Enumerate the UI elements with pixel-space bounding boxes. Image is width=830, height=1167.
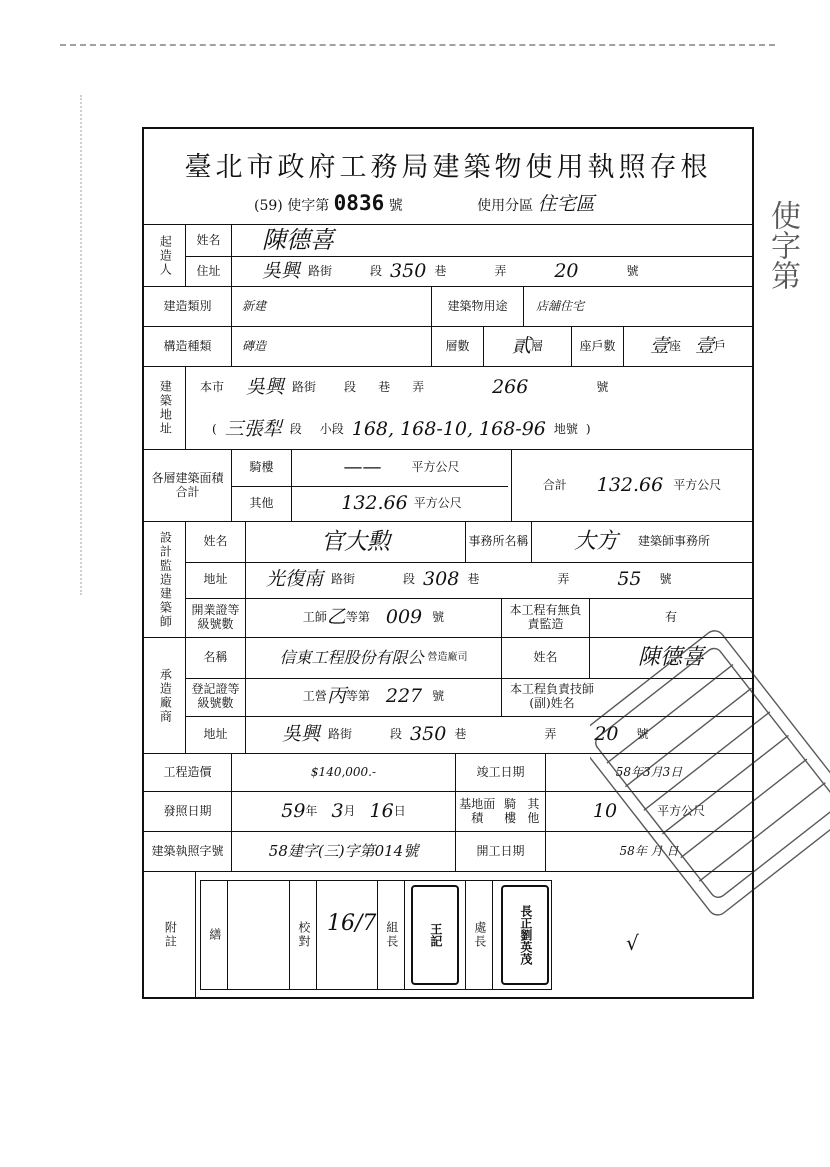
applicant-lane-unit: 巷 bbox=[434, 263, 447, 278]
seal2-text: 長正劉英茂 bbox=[518, 905, 533, 965]
site-line1 bbox=[186, 367, 752, 409]
category-label: 建造類別 bbox=[144, 287, 232, 326]
contractor-reg-prefix: 工營 bbox=[302, 689, 327, 704]
category-value: 新建 bbox=[232, 287, 432, 326]
architect-address bbox=[246, 562, 752, 598]
units-unit2: 戶 bbox=[714, 338, 727, 353]
start-value: 58年 月 日 bbox=[619, 843, 679, 858]
contractor-reg-label: 登記證等級號數 bbox=[186, 678, 246, 716]
applicant-name-label: 姓名 bbox=[186, 225, 232, 256]
area-total-value: 132.66 bbox=[596, 473, 664, 496]
contractor-reg-grade: 丙 bbox=[326, 685, 346, 708]
contractor-section-unit: 段 bbox=[390, 727, 403, 742]
contractor-address-label: 地址 bbox=[186, 716, 246, 754]
units-label: 座戶數 bbox=[572, 327, 624, 366]
architect-no-unit: 號 bbox=[659, 572, 672, 587]
form-title: 臺北市政府工務局建築物使用執照存根 bbox=[184, 152, 712, 183]
construct-permit-value: 58建字(三)字第014號 bbox=[232, 832, 456, 871]
permit-prefix: 使字第 bbox=[287, 198, 330, 214]
area-other-label: 其他 bbox=[232, 486, 292, 522]
contractor-name-cell bbox=[246, 638, 502, 678]
use-label: 建築物用途 bbox=[432, 287, 524, 326]
architect-license-prefix: 工師 bbox=[302, 610, 327, 625]
category-row bbox=[144, 286, 752, 326]
handwritten-date: 16/7 bbox=[327, 911, 377, 936]
contractor-group-label: 承造廠商 bbox=[144, 638, 186, 753]
base-other-label: 其他 bbox=[527, 796, 540, 825]
applicant-road-unit: 路街 bbox=[308, 263, 333, 278]
start-label: 開工日期 bbox=[456, 832, 546, 871]
contractor-name-label: 名稱 bbox=[186, 638, 246, 678]
completion-value: 58年3月3日 bbox=[615, 764, 683, 779]
area-arcade-value: —— bbox=[343, 456, 382, 479]
approval-col2 bbox=[289, 881, 317, 989]
permit-suffix: 號 bbox=[388, 198, 403, 214]
base-value: 10 bbox=[592, 799, 618, 822]
approval-col3-label: 組長 bbox=[384, 921, 399, 949]
applicant-section-unit: 段 bbox=[370, 263, 383, 278]
approval-col2-label: 校對 bbox=[296, 921, 311, 949]
applicant-address bbox=[232, 256, 752, 287]
scan-edge bbox=[60, 44, 775, 56]
applicant-lane: 350 bbox=[390, 259, 427, 282]
completion-label: 竣工日期 bbox=[456, 754, 546, 791]
units-unit1: 座 bbox=[668, 338, 681, 353]
issue-month-unit: 月 bbox=[343, 803, 356, 818]
base-value-cell bbox=[546, 792, 752, 831]
units-value1: 壹 bbox=[649, 334, 669, 357]
architect-section-unit: 段 bbox=[403, 572, 416, 587]
permit-number: 0836 bbox=[333, 191, 385, 215]
contractor-address bbox=[246, 716, 752, 754]
seal-director bbox=[501, 885, 549, 985]
approval-col1-label: 繕 bbox=[207, 928, 222, 942]
architect-road-unit: 路街 bbox=[331, 572, 356, 587]
architect-office-label: 事務所名稱 bbox=[466, 522, 532, 562]
zone-value: 住宅區 bbox=[537, 193, 595, 215]
contractor-name-suffix: 營造廠司 bbox=[427, 652, 468, 664]
site-section-unit: 段 bbox=[344, 380, 357, 395]
contractor-person-label: 姓名 bbox=[502, 638, 590, 678]
base-label-cell bbox=[456, 792, 546, 831]
architect-name: 官大勲 bbox=[246, 522, 466, 562]
issue-year: 59 bbox=[281, 799, 306, 822]
issue-cell bbox=[232, 792, 456, 831]
issue-day: 16 bbox=[369, 799, 394, 822]
contractor-road-unit: 路街 bbox=[328, 727, 353, 742]
remarks-label: 附註 bbox=[144, 872, 196, 997]
approval-col4-label: 處長 bbox=[472, 921, 487, 949]
area-label: 各層建築面積合計 bbox=[144, 450, 232, 521]
issue-row bbox=[144, 791, 752, 831]
contractor-reg-no: 227 bbox=[385, 685, 423, 708]
applicant-no-unit: 號 bbox=[626, 263, 639, 278]
seal-section-chief bbox=[411, 885, 459, 985]
cost-label: 工程造價 bbox=[144, 754, 232, 791]
architect-license-label: 開業證等級號數 bbox=[186, 598, 246, 638]
contractor-person: 陳德喜 bbox=[637, 645, 704, 671]
remarks-row bbox=[144, 871, 752, 997]
issue-year-unit: 年 bbox=[305, 803, 318, 818]
contractor-alley-unit: 弄 bbox=[544, 727, 557, 742]
architect-license-cell bbox=[246, 598, 502, 638]
units-cell bbox=[624, 327, 752, 366]
applicant-group-label: 起造人 bbox=[144, 225, 186, 286]
contractor-reg-grade-suffix: 等第 bbox=[345, 689, 370, 704]
applicant-no: 20 bbox=[554, 259, 579, 282]
contractor-lane-unit: 巷 bbox=[454, 727, 467, 742]
structure-value: 磚造 bbox=[232, 327, 432, 366]
issue-label: 發照日期 bbox=[144, 792, 232, 831]
contractor-name: 信東工程股份有限公 bbox=[279, 647, 424, 667]
scan-marks bbox=[80, 95, 112, 595]
structure-label: 構造種類 bbox=[144, 327, 232, 366]
architect-office-cell bbox=[532, 522, 752, 562]
architect-office-suffix: 建築師事務所 bbox=[638, 534, 711, 549]
applicant-row bbox=[144, 224, 752, 286]
site-small-section-unit: 小段 bbox=[319, 421, 344, 436]
permit-year: (59) bbox=[254, 198, 283, 214]
permit-row bbox=[144, 831, 752, 871]
area-total-cell bbox=[512, 450, 752, 521]
approval-col1 bbox=[201, 881, 228, 989]
site-lot-nos: 168, 168-10, 168-96 bbox=[351, 417, 546, 440]
remarks-body bbox=[196, 872, 752, 997]
area-other-unit: 平方公尺 bbox=[413, 496, 462, 511]
permit-form bbox=[142, 127, 754, 999]
site-city: 本市 bbox=[200, 380, 225, 395]
architect-alley-unit: 弄 bbox=[557, 572, 570, 587]
architect-road: 光復南 bbox=[266, 568, 324, 591]
contractor-no: 20 bbox=[594, 723, 619, 746]
architect-group-label: 設計監造建築師 bbox=[144, 522, 186, 637]
construct-permit-label: 建築執照字號 bbox=[144, 832, 232, 871]
approval-col3 bbox=[377, 881, 405, 989]
area-arcade-cell bbox=[292, 450, 512, 486]
site-label: 建築地址 bbox=[144, 367, 186, 449]
architect-name-label: 姓名 bbox=[186, 522, 246, 562]
base-unit: 平方公尺 bbox=[657, 803, 706, 818]
site-no-unit: 號 bbox=[596, 380, 609, 395]
applicant-road: 吳興 bbox=[262, 259, 301, 282]
architect-supervise-value: 有 bbox=[664, 610, 677, 625]
units-value2: 壹 bbox=[695, 334, 715, 357]
applicant-alley-unit: 弄 bbox=[494, 263, 507, 278]
applicant-name: 陳德喜 bbox=[262, 225, 334, 254]
site-road-unit: 路街 bbox=[292, 380, 317, 395]
applicant-address-label: 住址 bbox=[186, 256, 232, 287]
site-land-section-unit: 段 bbox=[289, 421, 302, 436]
site-alley-unit: 弄 bbox=[412, 380, 425, 395]
floors-unit: 層 bbox=[531, 338, 544, 353]
cost-value: $140,000.- bbox=[232, 754, 456, 791]
architect-license-grade: 乙 bbox=[326, 606, 346, 629]
site-lot-unit: 地號 bbox=[553, 421, 578, 436]
architect-lane-unit: 巷 bbox=[467, 572, 480, 587]
check-mark: √ bbox=[626, 931, 639, 955]
seal1-text: 王記 bbox=[428, 923, 443, 947]
area-total-label: 合計 bbox=[542, 477, 567, 492]
site-road: 吳興 bbox=[246, 376, 285, 399]
base-arcade-label: 騎樓 bbox=[504, 796, 517, 825]
site-lane-unit: 巷 bbox=[378, 380, 391, 395]
approval-col4 bbox=[465, 881, 493, 989]
architect-lane: 308 bbox=[423, 568, 460, 591]
architect-address-label: 地址 bbox=[186, 562, 246, 598]
area-row bbox=[144, 449, 752, 521]
contractor-road: 吳興 bbox=[282, 723, 321, 746]
site-no: 266 bbox=[492, 376, 529, 399]
architect-license-grade-suffix: 等第 bbox=[345, 610, 370, 625]
area-total-unit: 平方公尺 bbox=[673, 477, 722, 492]
site-land-section: 三張犁 bbox=[224, 417, 282, 440]
contractor-no-unit: 號 bbox=[636, 727, 649, 742]
issue-day-unit: 日 bbox=[393, 803, 406, 818]
architect-office: 大方 bbox=[573, 529, 618, 555]
approval-box bbox=[200, 880, 552, 990]
structure-row bbox=[144, 326, 752, 366]
cost-row bbox=[144, 753, 752, 791]
floors-cell bbox=[484, 327, 572, 366]
zone-label: 使用分區 bbox=[477, 198, 534, 214]
contractor-row bbox=[144, 637, 752, 753]
site-line2: ( 三張犁 段 小段 168, 168-10, 168-96 地號 ) bbox=[212, 417, 591, 440]
contractor-tech-label: 本工程負責技師(副)姓名 bbox=[509, 682, 594, 710]
contractor-reg-cell bbox=[246, 678, 502, 716]
use-value: 店舖住宅 bbox=[536, 298, 585, 313]
area-arcade-label: 騎樓 bbox=[232, 450, 292, 486]
contractor-reg-no-unit: 號 bbox=[432, 689, 445, 704]
architect-supervise-label: 本工程有無負責監造 bbox=[502, 598, 590, 638]
area-other-cell bbox=[292, 486, 512, 522]
area-other-value: 132.66 bbox=[341, 492, 408, 515]
base-label: 基地面積 bbox=[459, 796, 496, 825]
architect-license-no-unit: 號 bbox=[432, 610, 445, 625]
permit-number-line bbox=[254, 189, 595, 216]
architect-no: 55 bbox=[617, 568, 642, 591]
issue-month: 3 bbox=[331, 799, 344, 822]
area-arcade-unit: 平方公尺 bbox=[411, 460, 460, 475]
floors-label: 層數 bbox=[432, 327, 484, 366]
floors-value: 貳 bbox=[511, 334, 531, 357]
architect-license-no: 009 bbox=[385, 606, 423, 629]
site-row bbox=[144, 366, 752, 449]
contractor-lane: 350 bbox=[410, 723, 447, 746]
architect-row bbox=[144, 521, 752, 637]
adjacent-page-edge: 使字第 bbox=[765, 200, 800, 290]
